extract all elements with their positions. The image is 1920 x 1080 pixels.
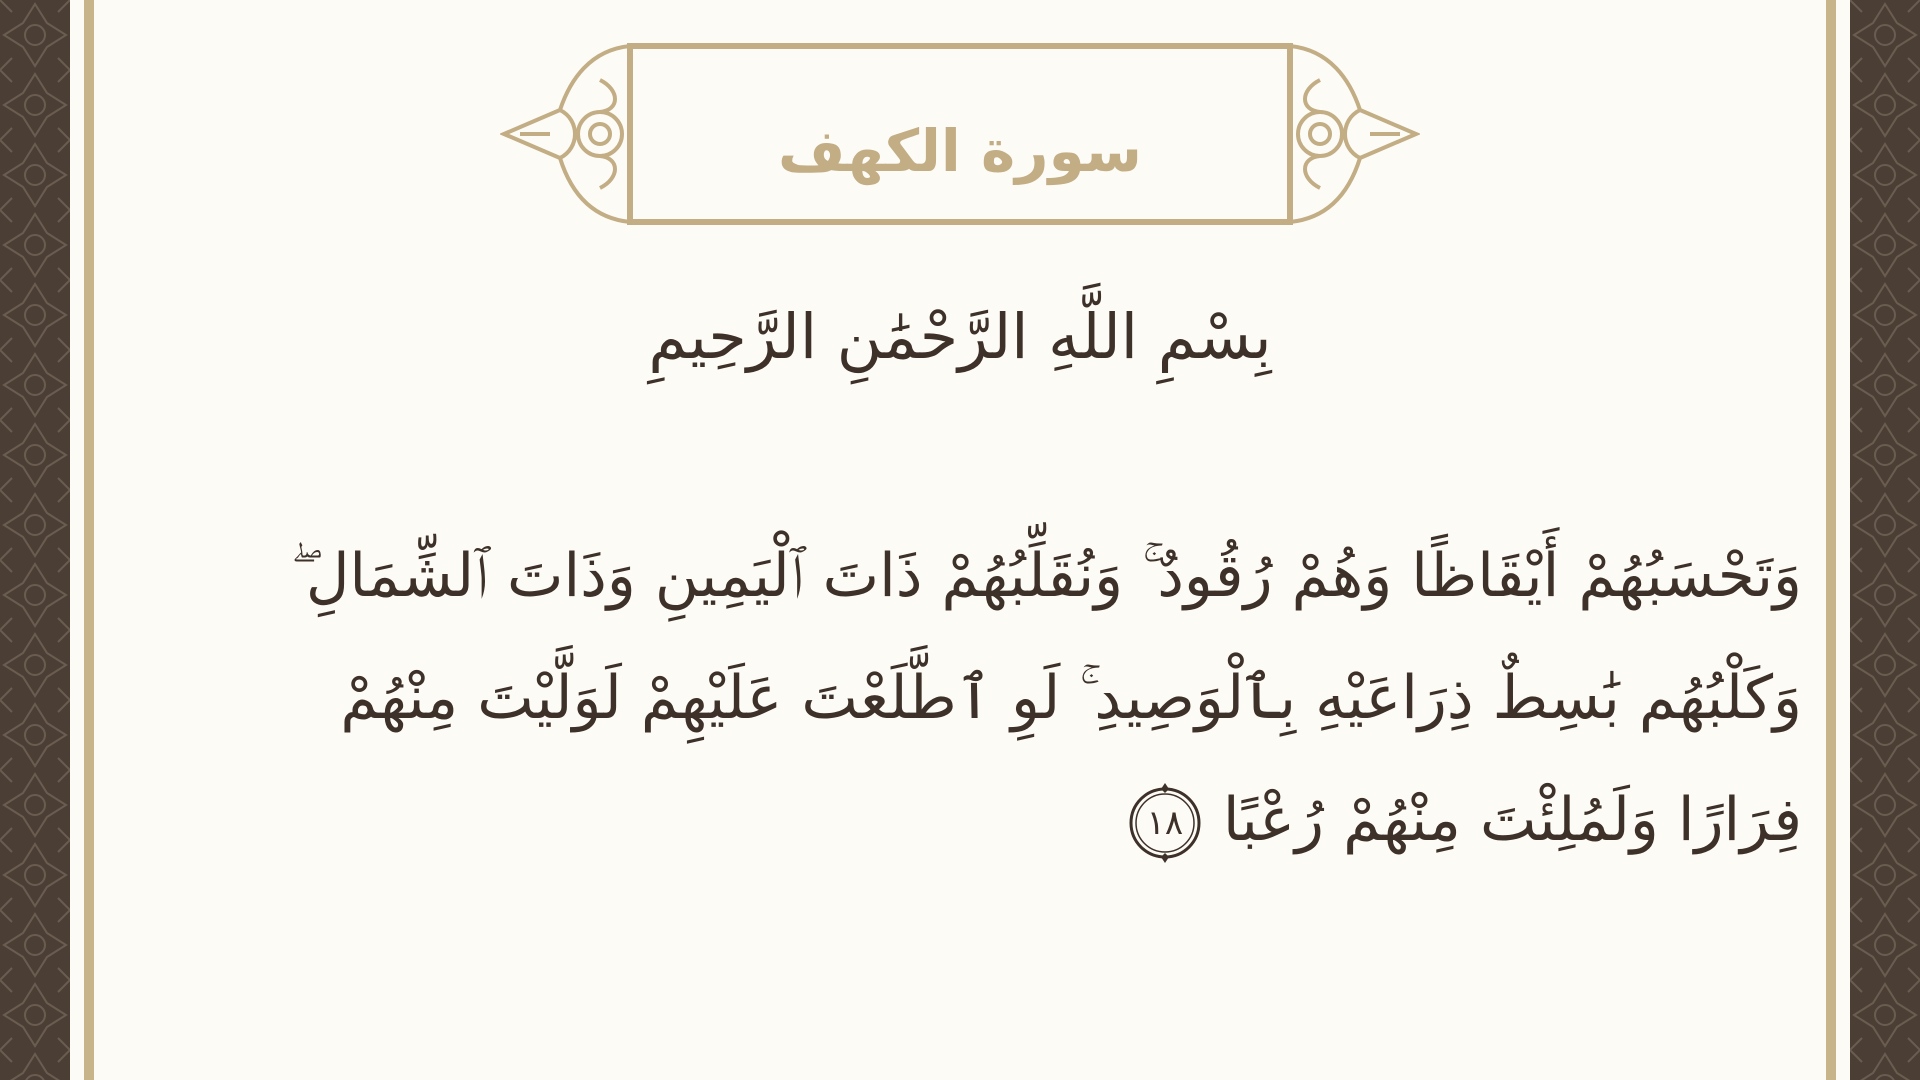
- geometric-pattern-icon: [1850, 0, 1920, 1080]
- ayah-marker: [1125, 783, 1205, 863]
- right-ornamental-border: [1850, 0, 1920, 1080]
- verse-line: وَكَلْبُهُم بَٰسِطٌ ذِرَاعَيْهِ بِٱلْوَصِيدِ ۚ لَوِ ٱطَّلَعْتَ عَلَيْهِمْ لَوَلَّيْتَ مِنْهُمْ: [340, 663, 1802, 733]
- geometric-pattern-icon: [0, 0, 70, 1080]
- right-gold-rule: [1826, 0, 1836, 1080]
- surah-title: سورة الكهف: [778, 117, 1142, 185]
- surah-title-frame: [500, 40, 1420, 230]
- verse-line-text: فِرَارًا وَلَمُلِئْتَ مِنْهُمْ رُعْبًا: [1222, 785, 1802, 855]
- verse-text: [222, 515, 1802, 881]
- verse-line-last: [222, 759, 1802, 881]
- left-gold-rule: [84, 0, 94, 1080]
- ayah-number: ١٨: [1146, 803, 1184, 844]
- left-ornamental-border: [0, 0, 70, 1080]
- verse-line: وَتَحْسَبُهُمْ أَيْقَاظًا وَهُمْ رُقُودٌ ۚ وَنُقَلِّبُهُمْ ذَاتَ ٱلْيَمِينِ وَذَاتَ ٱلشِّمَالِ ۖ: [290, 541, 1802, 611]
- basmala: بِسْمِ اللَّهِ الرَّحْمَٰنِ الرَّحِيمِ: [648, 300, 1272, 373]
